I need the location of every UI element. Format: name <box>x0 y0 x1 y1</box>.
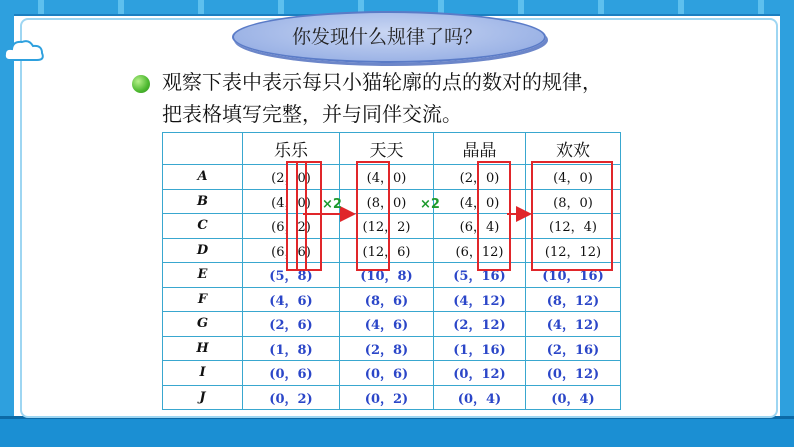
answer-cell: (5，8) <box>243 263 340 288</box>
given-cell: (2，0) <box>434 165 526 190</box>
given-cell: (12，6) <box>340 238 434 263</box>
answer-cell: (0，2) <box>340 385 434 410</box>
row-label: F <box>163 287 243 312</box>
answer-cell: (4，6) <box>340 312 434 337</box>
answer-cell: (4，12) <box>434 287 526 312</box>
given-cell: (6，2) <box>243 214 340 239</box>
given-cell: (4，0) <box>526 165 621 190</box>
answer-cell: (8，12) <box>526 287 621 312</box>
instruction-line-2: 把表格填写完整，并与同伴交流。 <box>162 102 462 126</box>
answer-cell: (4，12) <box>526 312 621 337</box>
row-label: E <box>163 263 243 288</box>
answer-cell: (1，8) <box>243 336 340 361</box>
answer-cell: (0，12) <box>526 361 621 386</box>
answer-cell: (0，4) <box>526 385 621 410</box>
answer-cell: (10，16) <box>526 263 621 288</box>
column-header: 天天 <box>340 133 434 165</box>
given-cell: (6，12) <box>434 238 526 263</box>
answer-cell: (1，16) <box>434 336 526 361</box>
row-label: C <box>163 214 243 239</box>
multiplier-label-2: ×2 <box>420 197 440 212</box>
answer-cell: (2，8) <box>340 336 434 361</box>
answer-cell: (2，16) <box>526 336 621 361</box>
given-cell: (12，4) <box>526 214 621 239</box>
answer-cell: (8，6) <box>340 287 434 312</box>
column-header: 晶晶 <box>434 133 526 165</box>
answer-cell: (5，16) <box>434 263 526 288</box>
row-label: I <box>163 361 243 386</box>
given-cell: (8，0) <box>340 189 434 214</box>
given-cell: (6，6) <box>243 238 340 263</box>
row-label: D <box>163 238 243 263</box>
answer-cell: (2，6) <box>243 312 340 337</box>
given-cell: (8，0) <box>526 189 621 214</box>
answer-cell: (0，2) <box>243 385 340 410</box>
answer-cell: (4，6) <box>243 287 340 312</box>
multiplier-label-1: ×2 <box>322 197 342 212</box>
answer-cell: (0，6) <box>243 361 340 386</box>
column-header: 乐乐 <box>243 133 340 165</box>
given-cell: (6，4) <box>434 214 526 239</box>
answer-cell: (0，4) <box>434 385 526 410</box>
column-header: 欢欢 <box>526 133 621 165</box>
instruction-line-1: 观察下表中表示每只小猫轮廓的点的数对的规律， <box>162 70 602 94</box>
row-label: J <box>163 385 243 410</box>
row-label: A <box>163 165 243 190</box>
given-cell: (4，0) <box>340 165 434 190</box>
answer-cell: (0，12) <box>434 361 526 386</box>
answer-cell: (2，12) <box>434 312 526 337</box>
given-cell: (12，2) <box>340 214 434 239</box>
given-cell: (12，12) <box>526 238 621 263</box>
page-title: 你发现什么规律了吗？ <box>291 25 482 48</box>
row-label: G <box>163 312 243 337</box>
given-cell: (2，0) <box>243 165 340 190</box>
row-label: H <box>163 336 243 361</box>
answer-cell: (10，8) <box>340 263 434 288</box>
given-cell: (4，0) <box>243 189 340 214</box>
given-cell: (4，0) <box>434 189 526 214</box>
row-label: B <box>163 189 243 214</box>
answer-cell: (0，6) <box>340 361 434 386</box>
